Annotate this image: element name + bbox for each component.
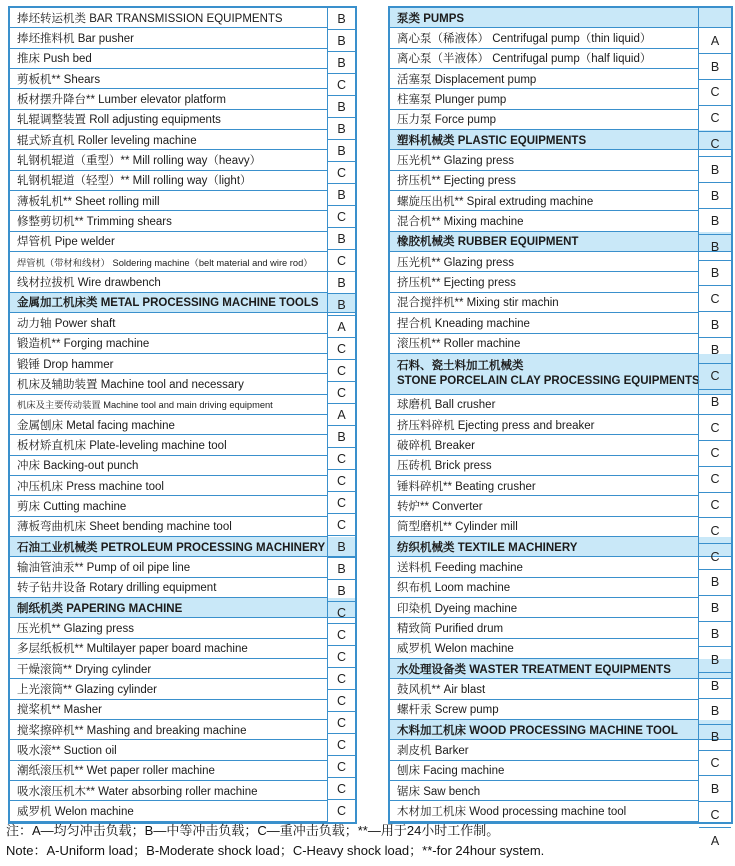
rating-cell: C [328, 712, 355, 734]
table-row [390, 740, 699, 760]
rating-cell: C [328, 250, 355, 272]
row-label: 精致筒 Purified drum [397, 622, 504, 635]
rating-cell: B [699, 570, 731, 596]
section-header-label: 纺织机械类 TEXTILE MACHINERY [397, 541, 578, 554]
rating-cell: B [699, 157, 731, 183]
row-label: 上光滚筒** Glazing cylinder [17, 684, 157, 697]
rating-cell: C [699, 544, 731, 570]
rating-cell: C [328, 734, 355, 756]
table-row [10, 150, 328, 170]
row-label: 柱塞泵 Plunger pump [397, 94, 507, 107]
row-label: 捏合机 Kneading machine [397, 317, 530, 330]
table-row [10, 435, 328, 455]
row-label: 螺杆汞 Screw pump [397, 704, 499, 717]
row-label: 印染机 Dyeing machine [397, 602, 518, 615]
table-row [10, 578, 328, 598]
table-row [390, 679, 699, 699]
row-label: 离心泵（半液体） Centrifugal pump（half liquid） [397, 53, 652, 66]
row-label: 压光机** Glazing press [397, 155, 514, 168]
rating-cell: C [699, 751, 731, 777]
row-label: 吸水滚** Suction oil [17, 745, 117, 758]
table-row [390, 272, 699, 292]
rating-cell: C [699, 286, 731, 312]
right-machinery-table [388, 6, 733, 848]
footnote [6, 821, 544, 861]
row-label: 轧钢机辊道（重型）** Mill rolling way（heavy） [17, 155, 262, 168]
section-header-row [10, 598, 355, 618]
row-label: 剪板机** Shears [17, 73, 101, 86]
rating-cell: B [328, 426, 355, 448]
table-row [10, 415, 328, 435]
rating-cell: C [699, 364, 731, 390]
right-rating-column [698, 8, 731, 848]
row-label: 挤压机** Ejecting press [397, 277, 516, 290]
rating-cell: C [699, 106, 731, 132]
table-row [10, 130, 328, 150]
rating-cell: C [328, 668, 355, 690]
rating-cell: C [699, 441, 731, 467]
rating-cell: B [699, 622, 731, 648]
table-row [10, 374, 328, 394]
rating-cell: B [328, 30, 355, 52]
row-label: 转炉** Converter [397, 500, 483, 513]
section-header-label: 水处理设备类 WASTER TREATMENT EQUIPMENTS [397, 663, 671, 676]
table-row [390, 517, 699, 537]
rating-cell: A [328, 316, 355, 338]
row-label: 机床及主要传动装置 Machine tool and main driving equipment [17, 400, 273, 411]
table-row [390, 781, 699, 801]
rating-cell: B [328, 536, 355, 558]
rating-cell: B [699, 54, 731, 80]
left-rating-column [327, 8, 355, 822]
rating-cell: C [699, 80, 731, 106]
section-header-label: 橡胶机械类 RUBBER EQUIPMENT [397, 236, 579, 249]
rating-cell: A [710, 833, 720, 848]
table-row [10, 496, 328, 516]
table-row [390, 598, 699, 618]
row-label: 机床及辅助装置 Machine tool and necessary [17, 378, 244, 391]
table-row [390, 761, 699, 781]
section-header-row [390, 130, 731, 150]
rating-cell: C [328, 514, 355, 536]
section-header-label: 制纸机类 PAPERING MACHINE [17, 602, 183, 615]
row-label: 威罗机 Welon machine [17, 806, 134, 819]
right-table-rows [390, 8, 731, 822]
table-row [10, 517, 328, 537]
table-row [390, 639, 699, 659]
row-label: 压砖机 Brick press [397, 460, 492, 473]
left-machinery-table [8, 6, 357, 824]
rating-cell: C [328, 602, 355, 624]
table-row [10, 232, 328, 252]
rating-cell: C [328, 206, 355, 228]
row-label: 焊管机 Pipe welder [17, 236, 115, 249]
row-label: 薄板轧机** Sheet rolling mill [17, 195, 160, 208]
table-row [10, 679, 328, 699]
row-label: 剪床 Cutting machine [17, 500, 127, 513]
row-label: 薄板弯曲机床 Sheet bending machine tool [17, 521, 232, 534]
rating-cell: C [328, 646, 355, 668]
table-row [390, 557, 699, 577]
rating-cell: C [699, 493, 731, 519]
row-label: 刨床 Facing machine [397, 765, 505, 778]
table-row [10, 28, 328, 48]
row-label: 混合搅拌机** Mixing stir machin [397, 297, 559, 310]
row-label: 搅桨擦碎机** Mashing and breaking machine [17, 724, 247, 737]
rating-cell: C [328, 448, 355, 470]
row-label: 离心泵（稀液体） Centrifugal pump（thin liquid） [397, 33, 652, 46]
row-label: 织布机 Loom machine [397, 582, 511, 595]
row-label: 剥皮机 Barker [397, 745, 469, 758]
section-header-row [390, 720, 731, 740]
table-row [390, 69, 699, 89]
row-label: 送料机 Feeding machine [397, 561, 523, 574]
row-label: 锤料碎机** Beating crusher [397, 480, 536, 493]
row-label: 压力泵 Force pump [397, 114, 497, 127]
section-header-label-en: STONE PORCELAIN CLAY PROCESSING EQUIPMENTS [397, 374, 700, 387]
left-table-rows [10, 8, 355, 822]
rating-cell: B [699, 312, 731, 338]
table-row [390, 476, 699, 496]
row-label: 挤压机** Ejecting press [397, 175, 516, 188]
table-row [10, 720, 328, 740]
table-row [10, 354, 328, 374]
table-row [10, 618, 328, 638]
rating-cell: C [699, 518, 731, 544]
section-header-label: 金属加工机床类 METAL PROCESSING MACHINE TOOLS [17, 297, 319, 310]
section-header-label: 木料加工机床 WOOD PROCESSING MACHINE TOOL [397, 724, 678, 737]
rating-cell: B [699, 183, 731, 209]
table-row [10, 8, 328, 28]
section-header-label: 塑料机械类 PLASTIC EQUIPMENTS [397, 134, 587, 147]
rating-cell: C [328, 624, 355, 646]
rating-cell: B [699, 647, 731, 673]
section-header-row [10, 537, 355, 557]
table-row [390, 171, 699, 191]
section-header-label-zh: 石料、瓷土料加工机械类 [397, 359, 524, 372]
rating-cell: C [328, 382, 355, 404]
row-label: 干燥滚筒** Drying cylinder [17, 663, 152, 676]
table-row [390, 435, 699, 455]
row-label: 活塞泵 Displacement pump [397, 73, 537, 86]
row-label: 吸水滚压机木** Water absorbing roller machine [17, 785, 258, 798]
rating-cell: B [328, 184, 355, 206]
section-header-row [390, 537, 731, 557]
rating-cell: B [699, 673, 731, 699]
table-row [10, 659, 328, 679]
rating-cell: C [328, 690, 355, 712]
table-row [10, 313, 328, 333]
table-row [10, 781, 328, 801]
rating-cell: B [699, 209, 731, 235]
row-label: 搅桨机** Masher [17, 704, 102, 717]
row-label: 板材矫直机床 Plate-leveling machine tool [17, 439, 227, 452]
section-header-row [390, 659, 731, 679]
section-header-row [10, 293, 355, 313]
table-row [10, 110, 328, 130]
table-row [10, 395, 328, 415]
table-row [10, 334, 328, 354]
table-row [10, 476, 328, 496]
row-label: 焊管机（带材和线材） Soldering machine（belt material and wire rod） [17, 257, 313, 268]
row-label: 潮纸滚压机** Wet paper roller machine [17, 765, 215, 778]
row-label: 板材摆升降台** Lumber elevator platform [17, 94, 226, 107]
rating-cell: C [328, 756, 355, 778]
row-label: 输油管油汞** Pump of oil pipe line [17, 561, 191, 574]
rating-cell: B [699, 776, 731, 802]
row-label: 螺旋压出机** Spiral extruding machine [397, 195, 594, 208]
row-label: 锻锤 Drop hammer [17, 358, 114, 371]
table-row [390, 395, 699, 415]
rating-cell: B [699, 261, 731, 287]
row-label: 挤压料碎机 Ejecting press and breaker [397, 419, 595, 432]
rating-cell: C [699, 802, 731, 828]
table-row [390, 618, 699, 638]
table-row [10, 69, 328, 89]
table-row [10, 89, 328, 109]
row-label: 锯床 Saw bench [397, 785, 481, 798]
row-label: 动力轴 Power shaft [17, 317, 116, 330]
table-row [390, 578, 699, 598]
row-label: 压光机** Glazing press [17, 622, 134, 635]
rating-cell: B [699, 596, 731, 622]
table-row [390, 700, 699, 720]
row-label: 辊式矫直机 Roller leveling machine [17, 134, 197, 147]
rating-cell: C [328, 74, 355, 96]
table-row [390, 28, 699, 48]
table-row [390, 211, 699, 231]
table-row [390, 801, 699, 821]
row-label: 破碎机 Breaker [397, 439, 475, 452]
row-label: 转子钻井设备 Rotary drilling equipment [17, 582, 217, 595]
rating-cell: B [328, 580, 355, 602]
rating-cell: C [328, 778, 355, 800]
rating-cell: C [328, 360, 355, 382]
row-label: 轧钢机辊道（轻型）** Mill rolling way（light） [17, 175, 252, 188]
row-label: 线材拉拔机 Wire drawbench [17, 277, 161, 290]
rating-cell: B [699, 390, 731, 416]
table-row [390, 150, 699, 170]
row-label: 修整剪切机** Trimming shears [17, 216, 172, 229]
rating-cell: C [328, 470, 355, 492]
row-label: 威罗机 Welon machine [397, 643, 514, 656]
row-label: 捧坯转运机类 BAR TRANSMISSION EQUIPMENTS [17, 12, 283, 25]
section-header-label: 石油工业机械类 PETROLEUM PROCESSING MACHINERY [17, 541, 326, 554]
row-label: 压光机** Glazing press [397, 256, 514, 269]
rating-cell: A [328, 404, 355, 426]
rating-cell: C [699, 132, 731, 158]
table-row [390, 334, 699, 354]
table-row [390, 456, 699, 476]
row-label: 冲床 Backing-out punch [17, 460, 139, 473]
table-row [390, 313, 699, 333]
rating-cell: C [328, 492, 355, 514]
row-label: 捧坯推料机 Bar pusher [17, 33, 134, 46]
rating-cell: C [336, 804, 347, 818]
rating-column-spacer [699, 8, 731, 28]
table-row [10, 557, 328, 577]
row-label: 滚压机** Roller machine [397, 338, 521, 351]
section-header-row [390, 8, 731, 28]
rating-cell: B [328, 52, 355, 74]
table-row [390, 110, 699, 130]
rating-cell: B [328, 118, 355, 140]
row-label: 推床 Push bed [17, 53, 92, 66]
row-label: 混合机** Mixing machine [397, 216, 524, 229]
rating-cell: A [699, 28, 731, 54]
section-header-row [390, 232, 731, 252]
footnote-line-zh: 注：A—均匀冲击负载；B—中等冲击负载；C—重冲击负载；**—用于24小时工作制。 [6, 823, 500, 838]
rating-cell: B [328, 96, 355, 118]
rating-cell: B [699, 338, 731, 364]
table-row [10, 639, 328, 659]
rating-cell: C [328, 162, 355, 184]
rating-cell: B [328, 558, 355, 580]
table-row [390, 49, 699, 69]
row-label: 筒型磨机** Cylinder mill [397, 521, 518, 534]
row-label: 冲压机床 Press machine tool [17, 480, 164, 493]
rating-cell: B [699, 235, 731, 261]
rating-cell: B [328, 272, 355, 294]
section-header-label: 泵类 PUMPS [397, 12, 465, 25]
table-row [10, 761, 328, 781]
table-row [10, 801, 328, 821]
rating-cell: B [699, 699, 731, 725]
row-label: 木材加工机床 Wood processing machine tool [397, 806, 627, 819]
table-row [390, 415, 699, 435]
table-row [390, 191, 699, 211]
row-label: 鼓风机** Air blast [397, 684, 486, 697]
row-label: 多层纸板机** Multilayer paper board machine [17, 643, 248, 656]
table-row [10, 272, 328, 292]
table-row [10, 252, 328, 272]
rating-cell: C [699, 467, 731, 493]
rating-cell: B [328, 140, 355, 162]
rating-cell: C [699, 415, 731, 441]
table-row [10, 191, 328, 211]
table-row [10, 49, 328, 69]
table-row [10, 700, 328, 720]
table-row [10, 456, 328, 476]
table-row [10, 171, 328, 191]
table-row [390, 293, 699, 313]
table-row [390, 496, 699, 516]
rating-cell: B [328, 294, 355, 316]
section-header-row [390, 354, 731, 395]
row-label: 球磨机 Ball crusher [397, 399, 496, 412]
table-row [10, 211, 328, 231]
table-row [10, 740, 328, 760]
row-label: 轧辊调整装置 Roll adjusting equipments [17, 114, 221, 127]
row-label: 金属刨床 Metal facing machine [17, 419, 175, 432]
rating-cell: B [699, 725, 731, 751]
table-row [390, 252, 699, 272]
rating-cell: C [328, 338, 355, 360]
rating-cell: B [328, 228, 355, 250]
table-row [390, 89, 699, 109]
rating-cell: B [328, 8, 355, 30]
row-label: 锻造机** Forging machine [17, 338, 150, 351]
footnote-line-en: Note：A-Uniform load；B-Moderate shock load；C-Heavy shock load；**-for 24hour system. [6, 843, 545, 858]
